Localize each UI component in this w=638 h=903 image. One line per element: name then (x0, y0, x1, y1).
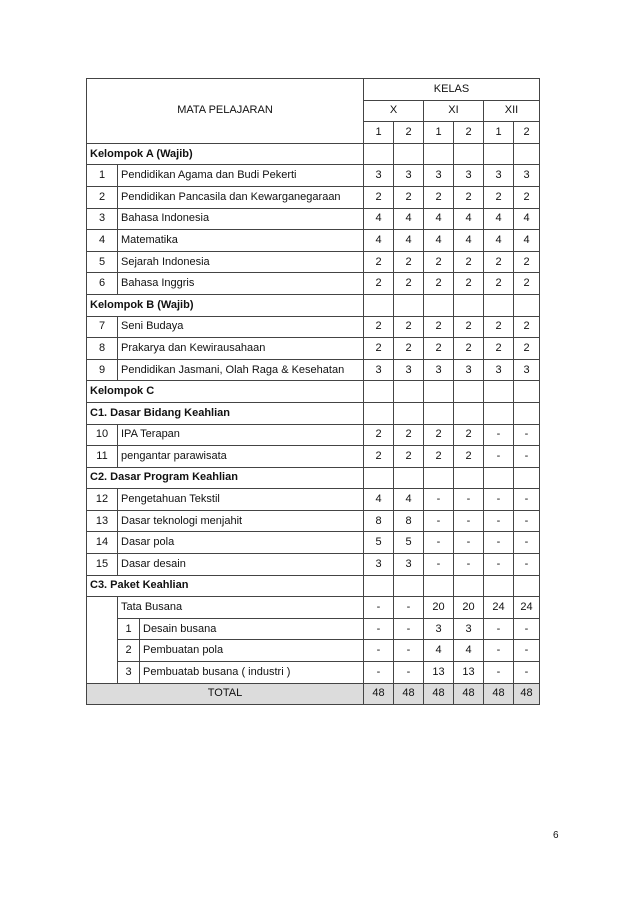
subject-name: Dasar teknologi menjahit (118, 510, 364, 532)
value-cell: 2 (394, 338, 424, 360)
value-cell: - (514, 489, 540, 511)
row-number: 1 (87, 165, 118, 187)
row-number: 3 (118, 662, 140, 684)
header-subject: MATA PELAJARAN (87, 79, 364, 144)
empty-cell (364, 467, 394, 489)
header-semester: 2 (394, 122, 424, 144)
value-cell: 2 (394, 186, 424, 208)
value-cell: 2 (514, 251, 540, 273)
value-cell: 20 (424, 597, 454, 619)
row-number: 8 (87, 338, 118, 360)
value-cell: - (394, 618, 424, 640)
header-kelas: KELAS (364, 79, 540, 101)
header-semester: 1 (484, 122, 514, 144)
value-cell: - (484, 489, 514, 511)
group-row (87, 467, 569, 489)
value-cell: 20 (454, 597, 484, 619)
subject-name: pengantar parawisata (118, 446, 364, 468)
value-cell: 4 (454, 230, 484, 252)
value-cell: 4 (454, 640, 484, 662)
empty-cell (394, 402, 424, 424)
empty-cell (424, 143, 454, 165)
subject-row (87, 208, 569, 230)
subject-row (87, 230, 569, 252)
value-cell: 3 (484, 165, 514, 187)
group-label: Kelompok B (Wajib) (87, 294, 364, 316)
value-cell: 2 (424, 273, 454, 295)
subject-name: Pembuatan pola (140, 640, 364, 662)
row-number: 5 (87, 251, 118, 273)
value-cell: 48 (364, 683, 394, 705)
value-cell: 2 (424, 446, 454, 468)
value-cell: 48 (424, 683, 454, 705)
value-cell: - (364, 618, 394, 640)
empty-cell (484, 575, 514, 597)
header-grade: XI (424, 100, 484, 122)
subject-row (87, 273, 569, 295)
value-cell: 4 (514, 208, 540, 230)
value-cell: 48 (484, 683, 514, 705)
empty-cell (484, 143, 514, 165)
row-number: 7 (87, 316, 118, 338)
paket-item-row (87, 640, 569, 662)
value-cell: 48 (454, 683, 484, 705)
group-row (87, 143, 569, 165)
empty-cell (364, 381, 394, 403)
value-cell: 24 (484, 597, 514, 619)
value-cell: - (364, 662, 394, 684)
value-cell: 2 (514, 273, 540, 295)
header-semester: 1 (364, 122, 394, 144)
value-cell: 3 (514, 165, 540, 187)
value-cell: - (424, 489, 454, 511)
subject-row (87, 532, 569, 554)
header-grade: X (364, 100, 424, 122)
value-cell: 2 (454, 316, 484, 338)
value-cell: 24 (514, 597, 540, 619)
value-cell: 48 (394, 683, 424, 705)
value-cell: 2 (424, 186, 454, 208)
row-number: 15 (87, 554, 118, 576)
empty-cell (394, 143, 424, 165)
value-cell: 48 (514, 683, 540, 705)
value-cell: 2 (364, 338, 394, 360)
value-cell: - (454, 489, 484, 511)
group-label: C2. Dasar Program Keahlian (87, 467, 364, 489)
value-cell: 13 (424, 662, 454, 684)
empty-cell (364, 402, 394, 424)
value-cell: 2 (364, 316, 394, 338)
total-label: TOTAL (87, 683, 364, 705)
value-cell: - (514, 618, 540, 640)
group-row (87, 402, 569, 424)
value-cell: - (484, 554, 514, 576)
empty-cell (454, 294, 484, 316)
empty-cell (424, 402, 454, 424)
header-row-kelas (87, 79, 569, 101)
subject-row (87, 359, 569, 381)
value-cell: 2 (484, 251, 514, 273)
subject-row (87, 251, 569, 273)
value-cell: 2 (424, 338, 454, 360)
value-cell: 3 (454, 165, 484, 187)
value-cell: - (394, 662, 424, 684)
empty-cell (484, 467, 514, 489)
value-cell: 2 (454, 273, 484, 295)
header-semester: 1 (424, 122, 454, 144)
empty-cell (514, 381, 540, 403)
value-cell: - (514, 532, 540, 554)
subject-row (87, 554, 569, 576)
subject-row (87, 489, 569, 511)
value-cell: 3 (454, 359, 484, 381)
value-cell: 2 (364, 251, 394, 273)
empty-cell (454, 381, 484, 403)
value-cell: 3 (394, 554, 424, 576)
value-cell: 4 (424, 640, 454, 662)
subject-row (87, 510, 569, 532)
empty-cell (394, 467, 424, 489)
value-cell: 2 (484, 186, 514, 208)
value-cell: 4 (424, 230, 454, 252)
value-cell: - (394, 597, 424, 619)
value-cell: 2 (514, 316, 540, 338)
value-cell: - (514, 424, 540, 446)
group-row (87, 381, 569, 403)
group-row (87, 575, 569, 597)
value-cell: - (484, 640, 514, 662)
subject-name: Sejarah Indonesia (118, 251, 364, 273)
value-cell: 3 (514, 359, 540, 381)
row-number: 2 (87, 186, 118, 208)
value-cell: 4 (364, 208, 394, 230)
curriculum-table (86, 78, 569, 705)
subject-row (87, 424, 569, 446)
group-label: C1. Dasar Bidang Keahlian (87, 402, 364, 424)
row-number: 11 (87, 446, 118, 468)
value-cell: 3 (454, 618, 484, 640)
value-cell: 2 (454, 338, 484, 360)
value-cell: - (484, 446, 514, 468)
value-cell: - (394, 640, 424, 662)
value-cell: 3 (424, 359, 454, 381)
header-semester: 2 (454, 122, 484, 144)
row-number: 2 (118, 640, 140, 662)
value-cell: 3 (394, 165, 424, 187)
header-semester: 2 (514, 122, 540, 144)
value-cell: 3 (364, 165, 394, 187)
value-cell: - (454, 554, 484, 576)
subject-name: Pengetahuan Tekstil (118, 489, 364, 511)
empty-cell (454, 402, 484, 424)
subject-name: Pendidikan Jasmani, Olah Raga & Kesehatan (118, 359, 364, 381)
value-cell: 2 (484, 338, 514, 360)
row-number: 4 (87, 230, 118, 252)
empty-cell (424, 294, 454, 316)
subject-name: Dasar desain (118, 554, 364, 576)
value-cell: - (454, 510, 484, 532)
value-cell: - (514, 662, 540, 684)
empty-cell (484, 381, 514, 403)
subject-name: Bahasa Indonesia (118, 208, 364, 230)
empty-cell (514, 294, 540, 316)
empty-cell (364, 143, 394, 165)
value-cell: 8 (394, 510, 424, 532)
empty-cell (364, 294, 394, 316)
row-number: 13 (87, 510, 118, 532)
row-number: 6 (87, 273, 118, 295)
subject-row (87, 165, 569, 187)
value-cell: 2 (454, 186, 484, 208)
value-cell: 4 (394, 208, 424, 230)
empty-cell (394, 294, 424, 316)
value-cell: 3 (484, 359, 514, 381)
value-cell: 2 (394, 446, 424, 468)
value-cell: - (454, 532, 484, 554)
value-cell: - (514, 446, 540, 468)
row-number: 9 (87, 359, 118, 381)
paket-item-row (87, 662, 569, 684)
subject-name: Bahasa Inggris (118, 273, 364, 295)
value-cell: - (514, 640, 540, 662)
value-cell: 5 (394, 532, 424, 554)
value-cell: - (424, 510, 454, 532)
value-cell: 4 (484, 208, 514, 230)
subject-name: Pembuatab busana ( industri ) (140, 662, 364, 684)
empty-cell (514, 467, 540, 489)
empty-cell (454, 575, 484, 597)
empty-cell (514, 575, 540, 597)
value-cell: 4 (364, 230, 394, 252)
value-cell: 2 (364, 446, 394, 468)
value-cell: 4 (514, 230, 540, 252)
empty-cell (484, 402, 514, 424)
page-number: 6 (553, 830, 559, 841)
subject-name: Matematika (118, 230, 364, 252)
subject-name: Pendidikan Pancasila dan Kewarganegaraan (118, 186, 364, 208)
value-cell: 2 (394, 316, 424, 338)
empty-cell (394, 381, 424, 403)
group-label: C3. Paket Keahlian (87, 575, 364, 597)
paket-title-row (87, 597, 569, 619)
value-cell: 13 (454, 662, 484, 684)
subject-row (87, 446, 569, 468)
value-cell: 2 (394, 273, 424, 295)
value-cell: 3 (394, 359, 424, 381)
empty-cell (424, 575, 454, 597)
group-label: Kelompok A (Wajib) (87, 143, 364, 165)
empty-cell (424, 467, 454, 489)
subject-row (87, 186, 569, 208)
value-cell: 3 (424, 618, 454, 640)
value-cell: 4 (454, 208, 484, 230)
value-cell: 2 (394, 251, 424, 273)
empty-cell (394, 575, 424, 597)
empty-cell (454, 143, 484, 165)
value-cell: 4 (364, 489, 394, 511)
empty-cell (454, 467, 484, 489)
value-cell: - (424, 532, 454, 554)
value-cell: 3 (364, 359, 394, 381)
value-cell: 5 (364, 532, 394, 554)
subject-row (87, 338, 569, 360)
empty-cell (514, 402, 540, 424)
value-cell: 4 (394, 489, 424, 511)
subject-name: Pendidikan Agama dan Budi Pekerti (118, 165, 364, 187)
value-cell: - (364, 597, 394, 619)
value-cell: - (484, 510, 514, 532)
row-number: 3 (87, 208, 118, 230)
value-cell: 2 (484, 273, 514, 295)
subject-row (87, 316, 569, 338)
value-cell: 2 (394, 424, 424, 446)
value-cell: - (514, 510, 540, 532)
value-cell: 2 (364, 273, 394, 295)
value-cell: 2 (484, 316, 514, 338)
row-number: 12 (87, 489, 118, 511)
value-cell: - (484, 618, 514, 640)
value-cell: 2 (454, 424, 484, 446)
value-cell: 3 (364, 554, 394, 576)
subject-name: Dasar pola (118, 532, 364, 554)
group-row (87, 294, 569, 316)
empty-cell (364, 575, 394, 597)
value-cell: - (484, 662, 514, 684)
row-number: 1 (118, 618, 140, 640)
value-cell: 4 (424, 208, 454, 230)
empty-cell (484, 294, 514, 316)
value-cell: 3 (424, 165, 454, 187)
value-cell: 2 (424, 424, 454, 446)
value-cell: 2 (514, 338, 540, 360)
paket-title: Tata Busana (118, 597, 364, 619)
value-cell: 4 (484, 230, 514, 252)
value-cell: 4 (394, 230, 424, 252)
subject-name: IPA Terapan (118, 424, 364, 446)
header-grade: XII (484, 100, 540, 122)
value-cell: 2 (454, 251, 484, 273)
paket-item-row (87, 618, 569, 640)
value-cell: 8 (364, 510, 394, 532)
subject-name: Prakarya dan Kewirausahaan (118, 338, 364, 360)
group-label: Kelompok C (87, 381, 364, 403)
value-cell: - (514, 554, 540, 576)
empty-cell (514, 143, 540, 165)
value-cell: 2 (424, 316, 454, 338)
value-cell: 2 (424, 251, 454, 273)
value-cell: 2 (454, 446, 484, 468)
value-cell: 2 (514, 186, 540, 208)
value-cell: 2 (364, 186, 394, 208)
total-row (87, 683, 569, 705)
empty-cell (87, 597, 118, 683)
value-cell: - (484, 424, 514, 446)
value-cell: 2 (364, 424, 394, 446)
subject-name: Seni Budaya (118, 316, 364, 338)
subject-name: Desain busana (140, 618, 364, 640)
value-cell: - (364, 640, 394, 662)
value-cell: - (424, 554, 454, 576)
value-cell: - (484, 532, 514, 554)
empty-cell (424, 381, 454, 403)
row-number: 10 (87, 424, 118, 446)
row-number: 14 (87, 532, 118, 554)
